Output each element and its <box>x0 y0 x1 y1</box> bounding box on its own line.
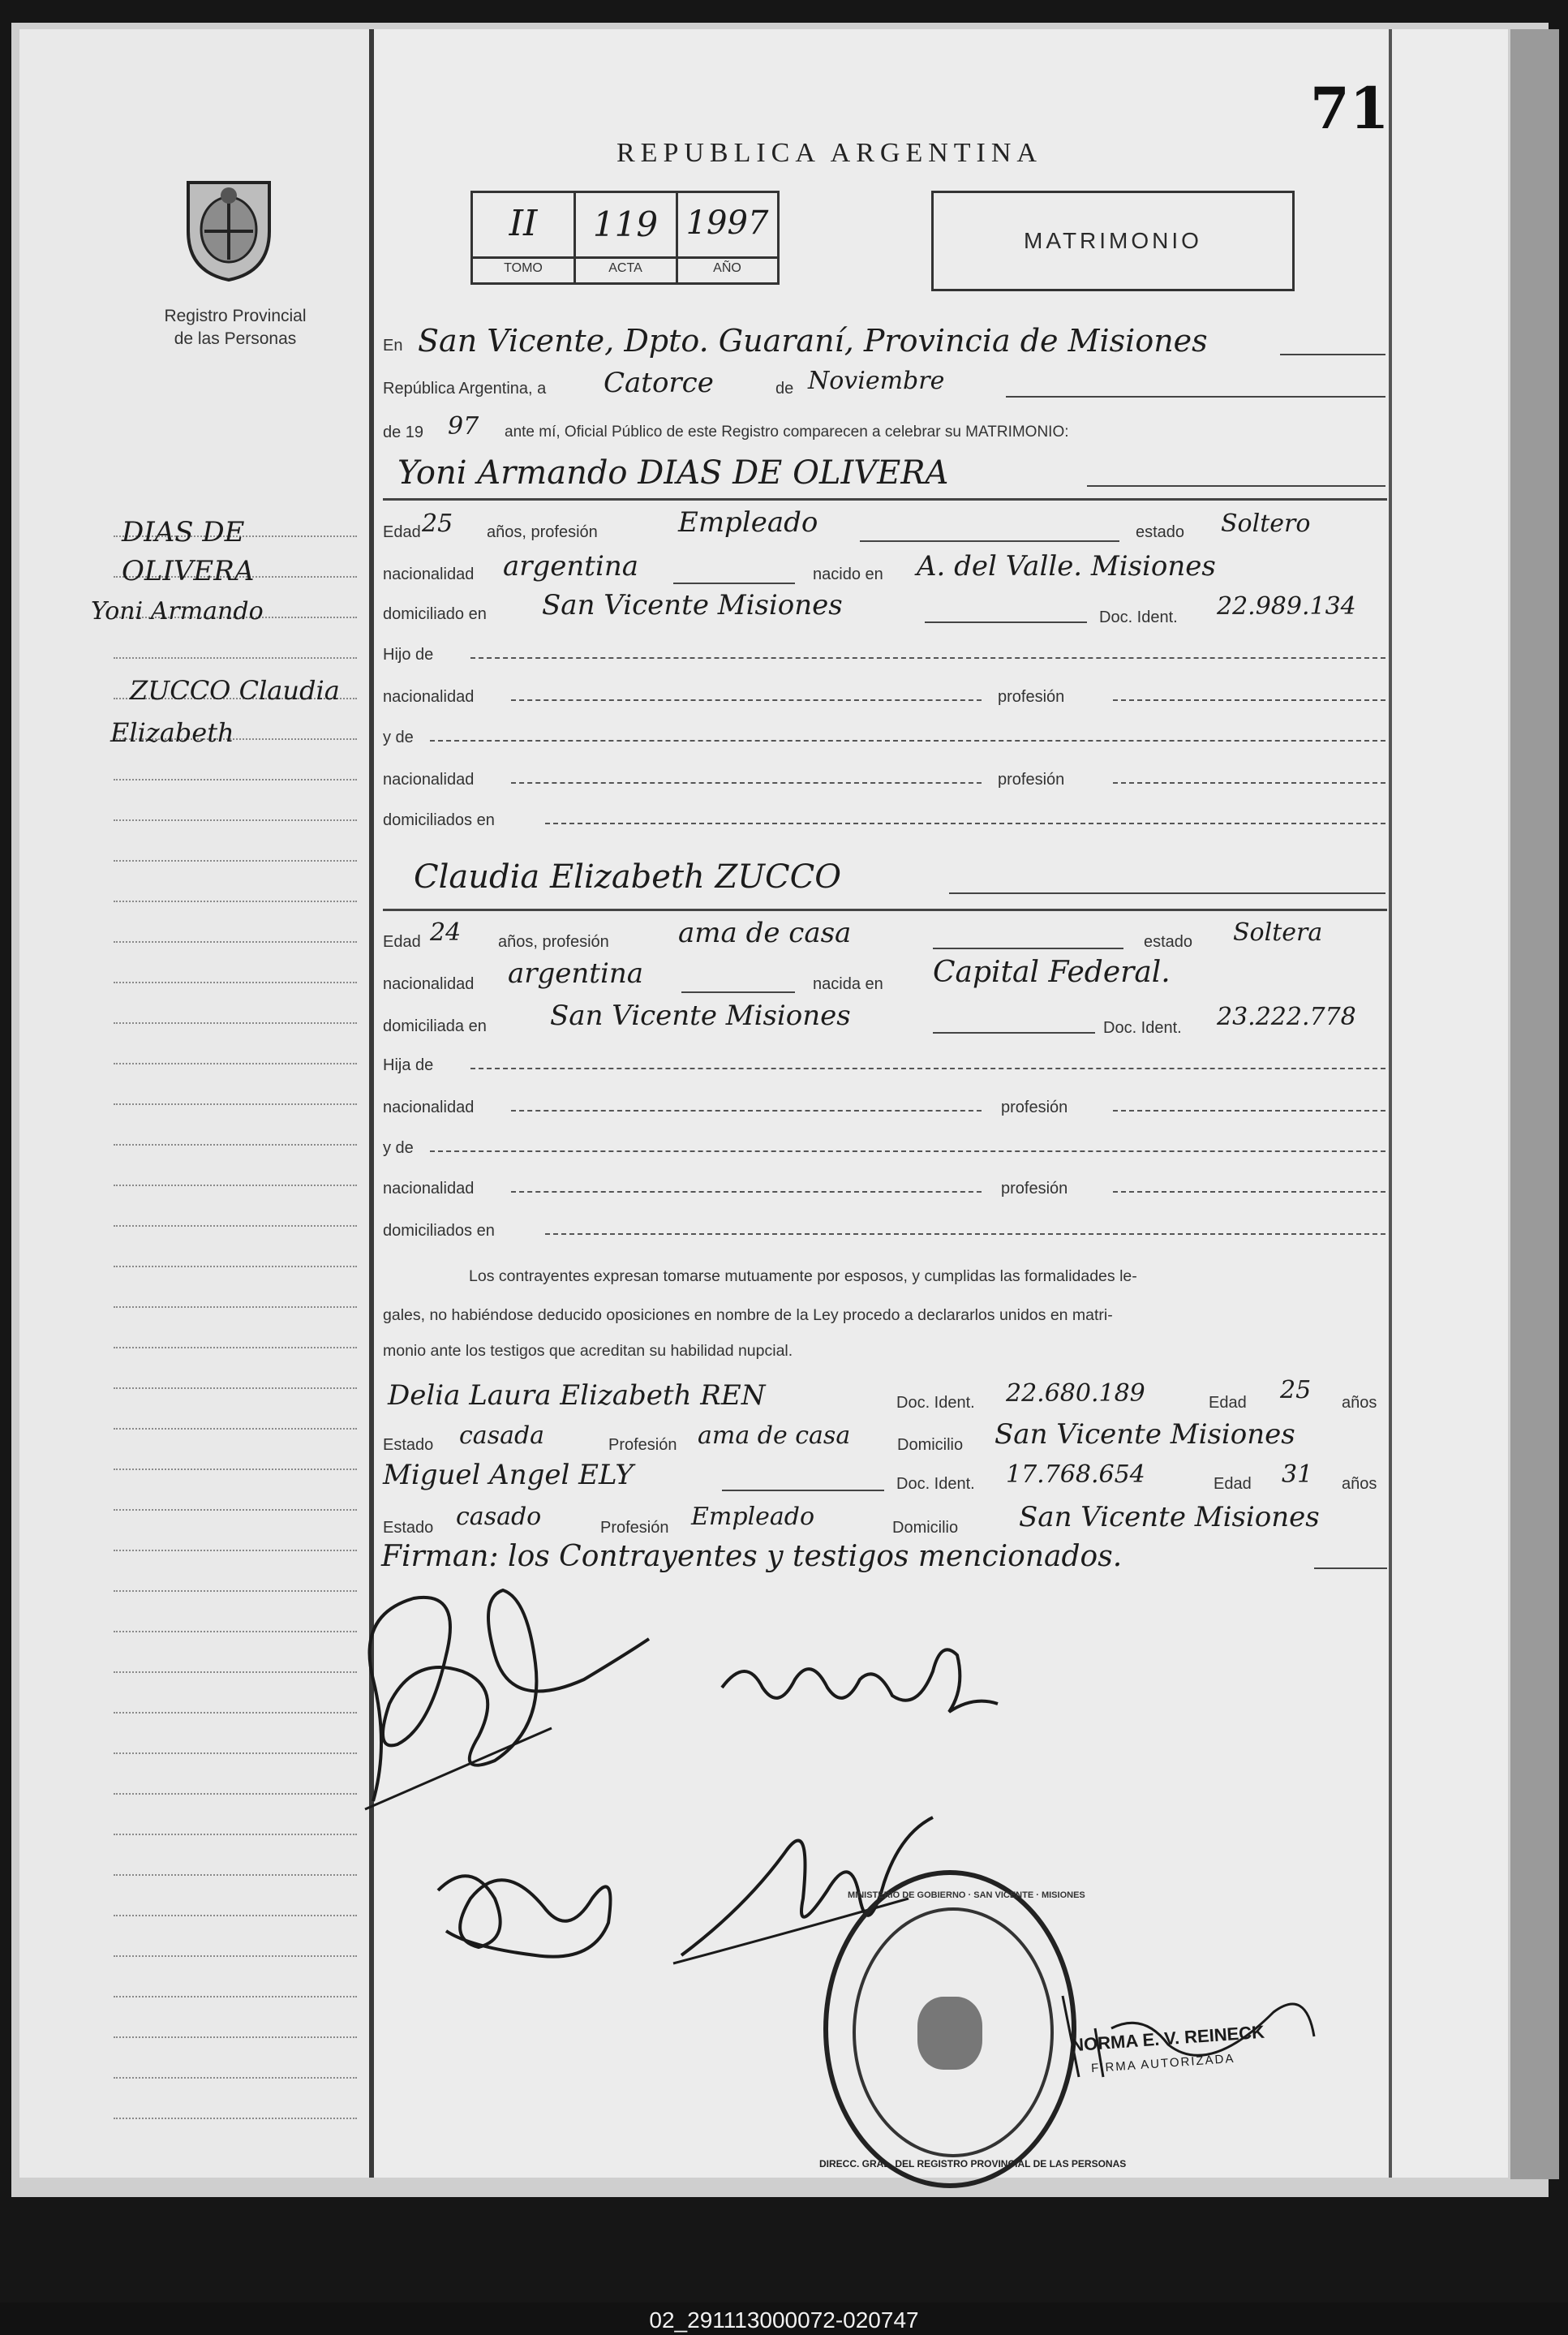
registry-stamp <box>823 1870 1085 2188</box>
statement-line-2: gales, no habiéndose deducido oposiciones en nombre de la Ley procedo a declararlos unidos en matri- <box>383 1306 1113 1324</box>
record-type: MATRIMONIO <box>1024 228 1202 253</box>
left-rule-line <box>114 1671 357 1673</box>
groom-nac2-label: nacionalidad <box>383 688 475 706</box>
groom-prof3-label: profesión <box>998 771 1065 789</box>
bride-anos-profesion-label: años, profesión <box>498 933 609 951</box>
bride-doc-label: Doc. Ident. <box>1103 1019 1182 1037</box>
witness2-doc-number: 17.768.654 <box>1006 1460 1145 1489</box>
margin-note-groom-surname-2: OLIVERA <box>122 555 255 587</box>
bride-marital-status: Soltera <box>1233 918 1323 947</box>
left-rule-line <box>114 2077 357 2079</box>
bride-nac3-label: nacionalidad <box>383 1180 475 1198</box>
left-rule-line <box>114 1306 357 1308</box>
witness1-anos-label: años <box>1342 1394 1377 1412</box>
groom-domiciliado-label: domiciliado en <box>383 605 487 623</box>
margin-note-bride-given: Elizabeth <box>110 717 234 748</box>
left-rule-line <box>114 1752 357 1754</box>
left-rule-line <box>114 860 357 862</box>
witness1-domicilio-label: Domicilio <box>897 1436 964 1454</box>
left-rule-line <box>114 1266 357 1267</box>
witness1-name: Delia Laura Elizabeth REN <box>388 1379 766 1412</box>
witness2-domicilio-label: Domicilio <box>892 1519 959 1537</box>
acta-value: 119 <box>592 204 659 244</box>
ceremony-year: 97 <box>448 412 479 441</box>
stamp-inner-text: MINISTERIO DE GOBIERNO · SAN VICENTE · MISIONES <box>848 1890 1085 1900</box>
ante-text: ante mí, Oficial Público de este Registro comparecen a celebrar su MATRIMONIO: <box>505 424 1069 441</box>
witness2-doc-label: Doc. Ident. <box>896 1475 975 1493</box>
bride-address: San Vicente Misiones <box>550 1000 851 1032</box>
left-rule-line <box>114 1022 357 1024</box>
groom-profession: Empleado <box>678 506 818 539</box>
left-rule-line <box>114 1063 357 1064</box>
bride-domiciliados-label: domiciliados en <box>383 1222 495 1240</box>
tomo-value: II <box>509 203 538 244</box>
ceremony-month: Noviembre <box>808 367 945 395</box>
left-rule-line <box>114 941 357 943</box>
left-rule-line <box>114 1144 357 1146</box>
bride-hija-label: Hija de <box>383 1056 434 1074</box>
witness2-age: 31 <box>1282 1460 1313 1489</box>
page-number: 71 <box>1310 75 1390 142</box>
left-rule-line <box>114 1834 357 1835</box>
left-rule-line <box>114 1793 357 1795</box>
witness2-marital-status: casado <box>456 1503 542 1531</box>
left-rule-line <box>114 1590 357 1592</box>
left-rule-line <box>114 1996 357 1997</box>
bride-nacionalidad-label: nacionalidad <box>383 975 475 993</box>
bride-domiciliada-label: domiciliada en <box>383 1017 487 1035</box>
witness2-profession: Empleado <box>691 1503 815 1531</box>
registry-name-line1: Registro Provincial <box>164 307 307 325</box>
left-rule-line <box>114 1509 357 1511</box>
tomo-label: TOMO <box>504 261 543 275</box>
left-rule-line <box>114 1347 357 1348</box>
left-rule-line <box>114 1550 357 1551</box>
left-rule-line <box>114 1915 357 1916</box>
witness2-name: Miguel Angel ELY <box>383 1459 634 1491</box>
bride-profession: ama de casa <box>678 917 852 949</box>
country-heading: REPUBLICA ARGENTINA <box>616 138 1042 168</box>
witness2-estado-label: Estado <box>383 1519 434 1537</box>
bride-yde-label: y de <box>383 1139 414 1157</box>
witness1-doc-label: Doc. Ident. <box>896 1394 975 1412</box>
bride-nationality: argentina <box>508 957 644 990</box>
left-rule-line <box>114 1874 357 1876</box>
record-type-box <box>931 191 1295 291</box>
scan-footer <box>0 2303 1568 2335</box>
witness1-estado-label: Estado <box>383 1436 434 1454</box>
republica-label: República Argentina, a <box>383 380 547 398</box>
margin-note-groom-given: Yoni Armando <box>91 597 264 626</box>
groom-hijo-label: Hijo de <box>383 646 434 664</box>
witness1-signature <box>422 1842 633 1972</box>
closing-statement: Firman: los Contrayentes y testigos mencionados. <box>381 1540 1123 1573</box>
right-border-line <box>1389 29 1392 2178</box>
coat-of-arms-icon <box>180 174 277 284</box>
bride-prof2-label: profesión <box>1001 1099 1068 1116</box>
left-rule-line <box>114 982 357 983</box>
en-label: En <box>383 337 403 355</box>
bride-nacida-label: nacida en <box>813 975 883 993</box>
witness1-address: San Vicente Misiones <box>994 1418 1295 1451</box>
groom-nacionalidad-label: nacionalidad <box>383 565 475 583</box>
witness1-marital-status: casada <box>459 1421 545 1450</box>
ceremony-day: Catorce <box>604 367 714 399</box>
left-rule-line <box>114 1469 357 1470</box>
witness2-profesion-label: Profesión <box>600 1519 669 1537</box>
bride-doc-number: 23.222.778 <box>1217 1003 1356 1031</box>
acta-label: ACTA <box>608 261 642 275</box>
registry-name-line2: de las Personas <box>174 329 297 348</box>
stamp-emblem-icon <box>917 1997 982 2070</box>
witness1-age: 25 <box>1280 1376 1312 1404</box>
statement-line-3: monio ante los testigos que acreditan su habilidad nupcial. <box>383 1342 793 1360</box>
ano-label: AÑO <box>713 261 741 275</box>
groom-name: Yoni Armando DIAS DE OLIVERA <box>397 454 949 492</box>
groom-doc-number: 22.989.134 <box>1217 592 1356 621</box>
groom-yde-label: y de <box>383 729 414 746</box>
left-rule-line <box>114 1712 357 1714</box>
stamp-outer-text: DIRECC. GRAL. DEL REGISTRO PROVINCIAL DE LAS PERSONAS <box>819 2158 1127 2169</box>
groom-nac3-label: nacionalidad <box>383 771 475 789</box>
bride-birthplace: Capital Federal. <box>933 956 1171 989</box>
bride-prof3-label: profesión <box>1001 1180 1068 1198</box>
witness1-edad-label: Edad <box>1209 1394 1247 1412</box>
left-rule-line <box>114 1428 357 1430</box>
groom-prof2-label: profesión <box>998 688 1065 706</box>
official-name-stamp: NORMA E. V. REINECK <box>1070 2021 1265 2056</box>
scan-id: 02_291113000072-020747 <box>649 2307 919 2333</box>
left-rule-line <box>114 1103 357 1105</box>
year-prefix: de 19 <box>383 424 424 441</box>
groom-edad-label: Edad <box>383 523 421 541</box>
left-rule-line <box>114 2036 357 2038</box>
official-title-stamp: FIRMA AUTORIZADA <box>1090 2051 1235 2076</box>
bride-nac2-label: nacionalidad <box>383 1099 475 1116</box>
groom-domiciliados-label: domiciliados en <box>383 811 495 829</box>
left-rule-line <box>114 779 357 780</box>
statement-line-1: Los contrayentes expresan tomarse mutuamente por esposos, y cumplidas las formalidades le- <box>469 1267 1137 1285</box>
groom-age: 25 <box>422 510 453 538</box>
bride-name: Claudia Elizabeth ZUCCO <box>414 858 842 896</box>
groom-doc-label: Doc. Ident. <box>1099 608 1178 626</box>
left-rule-line <box>114 2118 357 2119</box>
groom-address: San Vicente Misiones <box>542 589 843 621</box>
left-rule-line <box>114 901 357 902</box>
witness1-profesion-label: Profesión <box>608 1436 677 1454</box>
groom-marital-status: Soltero <box>1221 510 1311 538</box>
margin-note-groom-surname: DIAS DE <box>122 516 245 548</box>
ano-value: 1997 <box>685 204 769 242</box>
book-edge <box>1510 29 1559 2179</box>
bride-estado-label: estado <box>1144 933 1193 951</box>
witness1-doc-number: 22.680.189 <box>1006 1379 1145 1408</box>
de-label: de <box>775 380 794 398</box>
groom-nationality: argentina <box>503 550 639 583</box>
bride-age: 24 <box>430 918 462 947</box>
left-rule-line <box>114 1225 357 1227</box>
left-rule-line <box>114 657 357 659</box>
witness1-profession: ama de casa <box>698 1421 851 1450</box>
left-rule-line <box>114 1185 357 1186</box>
witness2-edad-label: Edad <box>1214 1475 1252 1493</box>
groom-birthplace: A. del Valle. Misiones <box>917 550 1216 583</box>
groom-estado-label: estado <box>1136 523 1185 541</box>
left-rule-line <box>114 1955 357 1957</box>
left-rule-line <box>114 1387 357 1389</box>
ceremony-place: San Vicente, Dpto. Guaraní, Provincia de Misiones <box>418 323 1208 359</box>
margin-note-bride-name: ZUCCO Claudia <box>130 675 340 706</box>
left-rule-line <box>114 1631 357 1632</box>
left-rule-line <box>114 819 357 821</box>
groom-anos-profesion-label: años, profesión <box>487 523 598 541</box>
groom-nacido-label: nacido en <box>813 565 883 583</box>
bride-edad-label: Edad <box>383 933 421 951</box>
witness2-address: San Vicente Misiones <box>1019 1501 1320 1533</box>
witness2-anos-label: años <box>1342 1475 1377 1493</box>
tomo-acta-ano-box <box>470 191 780 285</box>
groom-signature <box>341 1566 665 1825</box>
bride-signature <box>714 1623 1006 1736</box>
